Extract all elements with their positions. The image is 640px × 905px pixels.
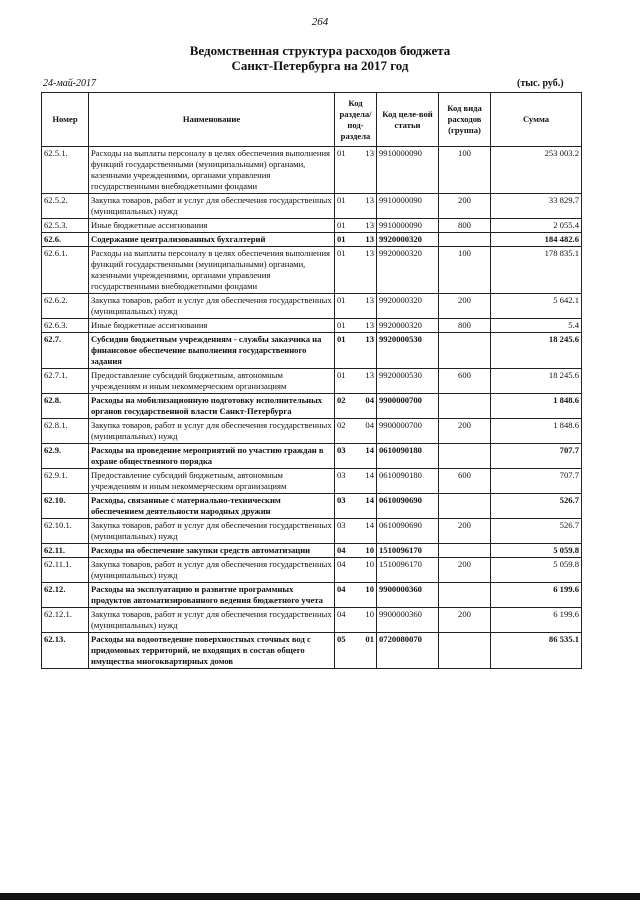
row-number: 62.6.3. (42, 319, 89, 333)
row-number: 62.9.1. (42, 469, 89, 494)
row-article-code: 1510096170 (377, 544, 439, 558)
row-group-code: 600 (439, 369, 491, 394)
row-section-code: 01 (335, 219, 356, 233)
row-group-code: 800 (439, 219, 491, 233)
row-number: 62.7.1. (42, 369, 89, 394)
row-name: Закупка товаров, работ и услуг для обеспечения государственных (муниципальных) нужд (89, 194, 335, 219)
row-sum: 1 848.6 (491, 419, 582, 444)
row-sum: 5.4 (491, 319, 582, 333)
row-subsection-code: 10 (356, 558, 377, 583)
row-article-code: 0610090690 (377, 494, 439, 519)
row-group-code (439, 544, 491, 558)
table-row (42, 394, 582, 419)
row-subsection-code: 14 (356, 444, 377, 469)
row-number: 62.11.1. (42, 558, 89, 583)
row-sum: 18 245.6 (491, 333, 582, 369)
row-section-code: 01 (335, 194, 356, 219)
row-subsection-code: 10 (356, 583, 377, 608)
units-label: (тыс. руб.) (517, 78, 564, 89)
title-line-2: Санкт-Петербурга на 2017 год (231, 58, 409, 73)
row-sum: 5 059.8 (491, 544, 582, 558)
row-name: Расходы на эксплуатацию и развитие программных продуктов автоматизированного ведения бюджетного учета (89, 583, 335, 608)
row-number: 62.7. (42, 333, 89, 369)
row-subsection-code: 13 (356, 233, 377, 247)
row-name: Содержание централизованных бухгалтерий (89, 233, 335, 247)
row-name: Расходы на мобилизационную подготовку исполнительных органов государственной власти Санкт-Петербурга (89, 394, 335, 419)
row-section-code: 01 (335, 294, 356, 319)
row-group-code (439, 583, 491, 608)
row-number: 62.5.1. (42, 147, 89, 194)
table-row (42, 194, 582, 219)
row-sum: 707.7 (491, 444, 582, 469)
row-article-code: 9900000360 (377, 583, 439, 608)
scan-bottom-edge (0, 893, 640, 900)
row-number: 62.13. (42, 633, 89, 669)
document-date: 24-май-2017 (43, 78, 97, 89)
table-row (42, 544, 582, 558)
row-number: 62.11. (42, 544, 89, 558)
row-subsection-code: 13 (356, 147, 377, 194)
row-name: Расходы на водоотведение поверхностных сточных вод с придомовых территорий, не входящих в состав общего имущества многоквартирных домов (89, 633, 335, 669)
row-name: Закупка товаров, работ и услуг для обеспечения государственных (муниципальных) нужд (89, 608, 335, 633)
table-row (42, 233, 582, 247)
row-article-code: 9920000320 (377, 233, 439, 247)
row-section-code: 04 (335, 583, 356, 608)
row-number: 62.12.1. (42, 608, 89, 633)
row-group-code: 200 (439, 558, 491, 583)
row-name: Расходы, связанные с материально-техническим обеспечением деятельности народных дружин (89, 494, 335, 519)
row-name: Расходы на обеспечение закупки средств автоматизации (89, 544, 335, 558)
row-sum: 526.7 (491, 494, 582, 519)
row-article-code: 9910000090 (377, 147, 439, 194)
table-row (42, 444, 582, 469)
row-sum: 86 535.1 (491, 633, 582, 669)
row-name: Закупка товаров, работ и услуг для обеспечения государственных (муниципальных) нужд (89, 558, 335, 583)
row-sum: 18 245.6 (491, 369, 582, 394)
row-name: Расходы на проведение мероприятий по участию граждан в охране общественного порядка (89, 444, 335, 469)
row-section-code: 01 (335, 333, 356, 369)
row-group-code: 200 (439, 608, 491, 633)
row-subsection-code: 13 (356, 247, 377, 294)
table-row (42, 519, 582, 544)
row-subsection-code: 13 (356, 369, 377, 394)
row-section-code: 02 (335, 394, 356, 419)
row-sum: 707.7 (491, 469, 582, 494)
row-sum: 6 199.6 (491, 608, 582, 633)
row-name: Предоставление субсидий бюджетным, автономным учреждениям и иным некоммерческим организациям (89, 469, 335, 494)
row-number: 62.5.3. (42, 219, 89, 233)
row-sum: 6 199.6 (491, 583, 582, 608)
row-number: 62.6. (42, 233, 89, 247)
row-sum: 33 829.7 (491, 194, 582, 219)
table-row (42, 633, 582, 669)
row-number: 62.6.2. (42, 294, 89, 319)
budget-table (41, 92, 582, 669)
row-article-code: 9900000700 (377, 394, 439, 419)
table-header-row (42, 93, 582, 147)
row-section-code: 03 (335, 494, 356, 519)
header-group: Код вида расходов (группа) (439, 93, 491, 147)
table-body (42, 147, 582, 669)
row-section-code: 01 (335, 319, 356, 333)
row-section-code: 05 (335, 633, 356, 669)
row-subsection-code: 14 (356, 519, 377, 544)
row-group-code: 200 (439, 419, 491, 444)
row-group-code (439, 444, 491, 469)
row-name: Закупка товаров, работ и услуг для обеспечения государственных (муниципальных) нужд (89, 294, 335, 319)
row-section-code: 04 (335, 558, 356, 583)
header-name: Наименование (89, 93, 335, 147)
header-number: Номер (42, 93, 89, 147)
row-subsection-code: 14 (356, 494, 377, 519)
row-sum: 2 055.4 (491, 219, 582, 233)
row-section-code: 02 (335, 419, 356, 444)
table-row (42, 147, 582, 194)
row-name: Закупка товаров, работ и услуг для обеспечения государственных (муниципальных) нужд (89, 419, 335, 444)
row-sum: 5 642.1 (491, 294, 582, 319)
row-name: Иные бюджетные ассигнования (89, 219, 335, 233)
row-subsection-code: 10 (356, 544, 377, 558)
row-section-code: 03 (335, 519, 356, 544)
row-number: 62.10. (42, 494, 89, 519)
row-name: Закупка товаров, работ и услуг для обеспечения государственных (муниципальных) нужд (89, 519, 335, 544)
table-row (42, 608, 582, 633)
row-section-code: 03 (335, 444, 356, 469)
table-row (42, 558, 582, 583)
row-section-code: 01 (335, 147, 356, 194)
page-number: 264 (311, 16, 329, 28)
row-group-code: 100 (439, 247, 491, 294)
row-subsection-code: 10 (356, 608, 377, 633)
row-group-code: 600 (439, 469, 491, 494)
row-group-code (439, 333, 491, 369)
row-number: 62.12. (42, 583, 89, 608)
table-row (42, 583, 582, 608)
row-sum: 1 848.6 (491, 394, 582, 419)
document-title (0, 43, 640, 73)
row-name: Расходы на выплаты персоналу в целях обеспечения выполнения функций государственными (муниципальными) органами, казенными учреждениями, органами управления государственными внебюджетными фондами (89, 147, 335, 194)
row-section-code: 01 (335, 233, 356, 247)
table-row (42, 219, 582, 233)
row-group-code (439, 394, 491, 419)
row-name: Субсидии бюджетным учреждениям - службы заказчика на финансовое обеспечение выполнения государственного задания (89, 333, 335, 369)
row-subsection-code: 01 (356, 633, 377, 669)
table-row (42, 247, 582, 294)
row-sum: 184 482.6 (491, 233, 582, 247)
table-row (42, 294, 582, 319)
row-sum: 526.7 (491, 519, 582, 544)
row-group-code: 800 (439, 319, 491, 333)
row-article-code: 9900000360 (377, 608, 439, 633)
row-group-code: 100 (439, 147, 491, 194)
header-section: Код раздела/ под-раздела (335, 93, 377, 147)
row-article-code: 9920000320 (377, 294, 439, 319)
row-group-code (439, 494, 491, 519)
table-row (42, 469, 582, 494)
table-row (42, 494, 582, 519)
row-article-code: 1510096170 (377, 558, 439, 583)
header-article: Код целе-вой статьи (377, 93, 439, 147)
row-subsection-code: 13 (356, 294, 377, 319)
row-article-code: 9920000320 (377, 319, 439, 333)
table-row (42, 419, 582, 444)
row-number: 62.5.2. (42, 194, 89, 219)
row-article-code: 9910000090 (377, 194, 439, 219)
row-group-code: 200 (439, 194, 491, 219)
row-group-code (439, 233, 491, 247)
row-subsection-code: 04 (356, 394, 377, 419)
header-sum: Сумма (491, 93, 582, 147)
title-line-1: Ведомственная структура расходов бюджета (189, 43, 451, 58)
row-subsection-code: 14 (356, 469, 377, 494)
row-sum: 253 003.2 (491, 147, 582, 194)
row-section-code: 03 (335, 469, 356, 494)
row-number: 62.9. (42, 444, 89, 469)
row-subsection-code: 04 (356, 419, 377, 444)
row-article-code: 9920000530 (377, 333, 439, 369)
row-group-code: 200 (439, 294, 491, 319)
row-article-code: 0610090180 (377, 444, 439, 469)
row-name: Расходы на выплаты персоналу в целях обеспечения выполнения функций государственными (муниципальными) органами, казенными учреждениями, органами управления государственными внебюджетными фондами (89, 247, 335, 294)
row-number: 62.6.1. (42, 247, 89, 294)
row-number: 62.8.1. (42, 419, 89, 444)
row-name: Иные бюджетные ассигнования (89, 319, 335, 333)
row-section-code: 01 (335, 247, 356, 294)
row-name: Предоставление субсидий бюджетным, автономным учреждениям и иным некоммерческим организациям (89, 369, 335, 394)
row-sum: 178 835.1 (491, 247, 582, 294)
row-article-code: 0610090180 (377, 469, 439, 494)
row-subsection-code: 13 (356, 194, 377, 219)
table-row (42, 333, 582, 369)
row-subsection-code: 13 (356, 333, 377, 369)
row-article-code: 9920000530 (377, 369, 439, 394)
row-subsection-code: 13 (356, 319, 377, 333)
row-subsection-code: 13 (356, 219, 377, 233)
row-section-code: 01 (335, 369, 356, 394)
row-article-code: 0610090690 (377, 519, 439, 544)
row-number: 62.10.1. (42, 519, 89, 544)
row-article-code: 9920000320 (377, 247, 439, 294)
row-article-code: 9900000700 (377, 419, 439, 444)
row-article-code: 0720080070 (377, 633, 439, 669)
row-sum: 5 059.8 (491, 558, 582, 583)
row-section-code: 04 (335, 608, 356, 633)
row-section-code: 04 (335, 544, 356, 558)
row-group-code (439, 633, 491, 669)
row-group-code: 200 (439, 519, 491, 544)
table-row (42, 369, 582, 394)
row-number: 62.8. (42, 394, 89, 419)
table-row (42, 319, 582, 333)
row-article-code: 9910000090 (377, 219, 439, 233)
